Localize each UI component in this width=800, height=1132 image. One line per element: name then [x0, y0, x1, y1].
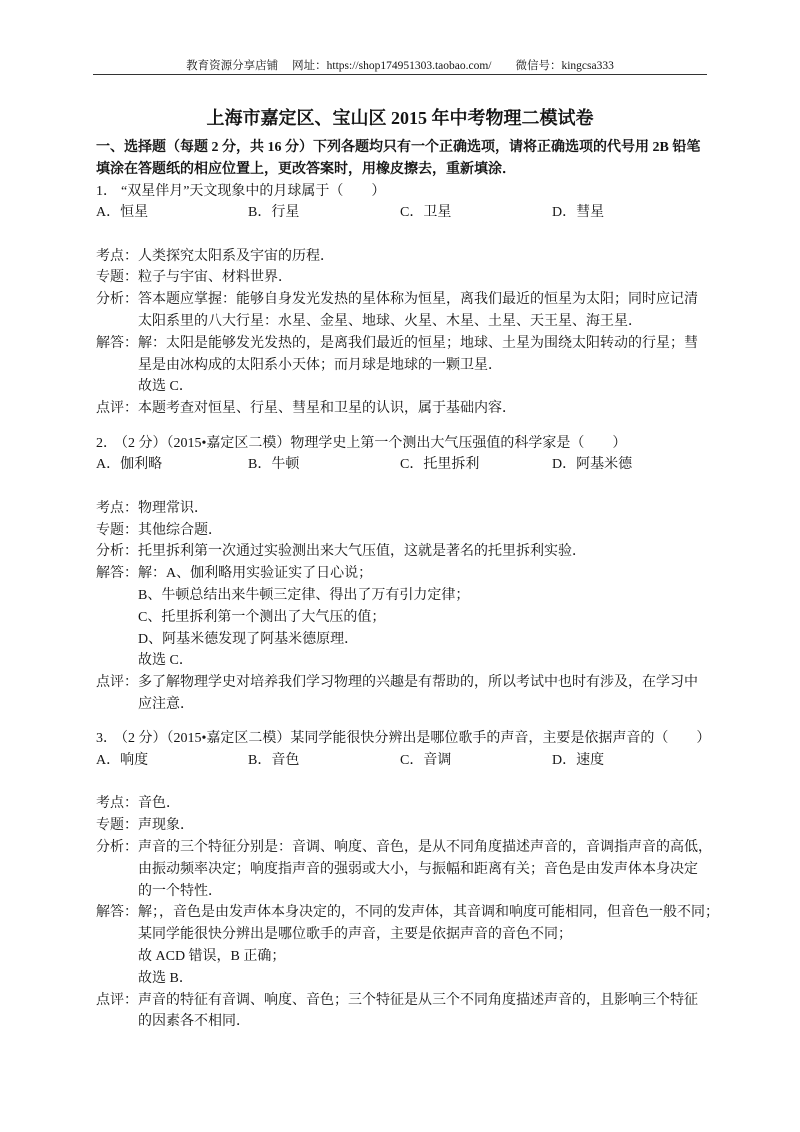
note-body [138, 267, 708, 289]
note-line: D、阿基米德发现了阿基米德原理． [138, 631, 359, 647]
note-label: 分析： [96, 840, 138, 855]
question-number: 3． [96, 731, 117, 747]
question-text: （2 分）（2015•嘉定区二模）某同学能很快分辨出是哪位歌手的声音，主要是依据声音的（ ） [121, 731, 711, 747]
option-b: B．牛顿 [248, 457, 300, 473]
question-stem [96, 181, 708, 203]
test-point-note [96, 246, 708, 268]
note-label: 专题： [96, 818, 138, 834]
shop-name: 教育资源分享店铺 [186, 60, 279, 72]
note-label: 考点： [96, 500, 138, 516]
document-body [96, 137, 719, 1033]
shop-url: 网址：https://shop174951303.taobao.com/ [292, 60, 492, 72]
note-line: 由振动频率决定；响度指声音的强弱或大小，与振幅和距离有关；音色是由发声体本身决定 [138, 861, 698, 877]
comment-note [96, 990, 708, 1034]
note-label: 解答： [96, 335, 138, 351]
comment-note [96, 398, 708, 420]
note-label: 点评： [96, 401, 138, 417]
option-d: D．速度 [552, 753, 605, 769]
wechat-id: 微信号：kingcsa333 [515, 60, 614, 72]
topic-note [96, 267, 708, 289]
note-line: 星是由冰构成的太阳系小天体；而月球是地球的一颗卫星． [138, 357, 502, 373]
options-row [96, 202, 708, 224]
note-line: 物理常识． [138, 500, 208, 516]
option-c: C．托里拆利 [400, 457, 480, 473]
answer-notes [96, 793, 719, 1033]
note-line: 本题考查对恒星、行星、彗星和卫星的认识，属于基础内容． [138, 401, 516, 417]
note-line: 解：太阳是能够发光发热的，是离我们最近的恒星；地球、土星为围绕太阳转动的行星；彗 [138, 335, 698, 351]
note-line: 故选 C． [138, 653, 193, 669]
note-line: 的因素各不相同． [138, 1014, 250, 1030]
note-label: 考点： [96, 796, 138, 812]
note-line: 声现象． [138, 818, 194, 834]
note-label: 分析： [96, 544, 138, 560]
note-body [138, 837, 712, 902]
question-2 [96, 433, 708, 716]
note-body [138, 246, 708, 268]
solution-note [96, 902, 719, 989]
note-body [138, 815, 708, 837]
note-body [138, 398, 708, 420]
note-line: 音色． [138, 796, 180, 812]
note-line: 人类探究太阳系及宇宙的历程． [138, 248, 334, 264]
note-line: 太阳系里的八大行星：水星、金星、地球、火星、木星、土星、天王星、海王星． [138, 314, 642, 330]
analysis-note [96, 289, 708, 333]
note-label: 点评： [96, 992, 138, 1008]
note-label: 考点： [96, 248, 138, 264]
note-label: 解答： [96, 566, 138, 582]
comment-note [96, 672, 708, 716]
question-number: 2． [96, 435, 117, 451]
note-body [138, 498, 708, 520]
note-body [138, 289, 708, 333]
topic-note [96, 520, 708, 542]
option-c: C．卫星 [400, 205, 452, 221]
option-a: A．响度 [96, 753, 149, 769]
option-d: D．阿基米德 [552, 457, 633, 473]
option-d: D．彗星 [552, 205, 605, 221]
note-line: 的一个特性． [138, 883, 222, 899]
question-stem [96, 728, 711, 750]
note-body [138, 563, 708, 672]
question-1 [96, 181, 708, 420]
note-line: 声音的三个特征分别是：音调、响度、音色，是从不同角度描述声音的，音调指声音的高低， [138, 840, 712, 855]
note-line: 声音的特征有音调、响度、音色；三个特征是从三个不同角度描述声音的，且影响三个特征 [138, 992, 698, 1008]
option-c: C．音调 [400, 753, 452, 769]
note-body [138, 333, 708, 398]
note-label: 分析： [96, 292, 138, 308]
answer-notes [96, 246, 708, 420]
note-body [138, 990, 708, 1034]
option-a: A．伽利略 [96, 457, 163, 473]
note-line: 多了解物理学史对培养我们学习物理的兴趣是有帮助的，所以考试中也时有涉及，在学习中 [138, 675, 698, 691]
note-line: 某同学能很快分辨出是哪位歌手的声音，主要是依据声音的音色不同； [138, 927, 572, 943]
analysis-note [96, 541, 708, 563]
test-point-note [96, 498, 708, 520]
test-point-note [96, 793, 708, 815]
note-line: 其他综合题． [138, 522, 222, 538]
solution-note [96, 333, 708, 398]
question-text: （2 分）（2015•嘉定区二模）物理学史上第一个测出大气压强值的科学家是（ ） [121, 435, 627, 451]
options-row [96, 454, 708, 476]
note-label: 专题： [96, 270, 138, 286]
topic-note [96, 815, 708, 837]
solution-note [96, 563, 708, 672]
note-line: 粒子与宇宙、材料世界． [138, 270, 292, 286]
option-a: A．恒星 [96, 205, 149, 221]
page-header [93, 58, 707, 75]
note-line: B、牛顿总结出来牛顿三定律、得出了万有引力定律； [138, 587, 470, 603]
note-line: 故选 B． [138, 970, 193, 986]
note-line: 解；，音色是由发声体本身决定的，不同的发声体，其音调和响度可能相同，但音色一般不同； [138, 905, 719, 921]
note-line: 故选 C． [138, 379, 193, 395]
options-row [96, 750, 708, 772]
note-line: C、托里拆利第一个测出了大气压的值； [138, 609, 386, 625]
note-label: 专题： [96, 522, 138, 538]
section-heading-line: 一、选择题（每题 2 分，共 16 分）下列各题均只有一个正确选项，请将正确选项的代号用 2B 铅笔 [96, 140, 701, 155]
note-line: 答本题应掌握：能够自身发光发热的星体称为恒星，离我们最近的恒星为太阳；同时应记清 [138, 292, 698, 308]
section-heading-line: 填涂在答题纸的相应位置上，更改答案时，用橡皮擦去，重新填涂． [96, 161, 516, 177]
answer-notes [96, 498, 708, 716]
option-b: B．行星 [248, 205, 300, 221]
note-label: 点评： [96, 675, 138, 691]
option-b: B．音色 [248, 753, 300, 769]
note-line: 托里拆利第一次通过实验测出来大气压值，这就是著名的托里拆利实验． [138, 544, 586, 560]
question-number: 1． [96, 183, 117, 199]
note-label: 解答： [96, 905, 138, 921]
section-heading [96, 137, 708, 181]
note-body [138, 520, 708, 542]
document-title: 上海市嘉定区、宝山区 2015 年中考物理二模试卷 [206, 108, 594, 128]
note-line: 解：A、伽利略用实验证实了日心说； [138, 566, 373, 582]
note-body [138, 541, 708, 563]
question-stem [96, 433, 708, 455]
note-line: 故 ACD 错误，B 正确； [138, 948, 286, 964]
note-body [138, 672, 708, 716]
analysis-note [96, 837, 712, 902]
question-3 [96, 728, 719, 1033]
note-body [138, 902, 719, 989]
note-body [138, 793, 708, 815]
question-text: “双星伴月”天文现象中的月球属于（ ） [121, 183, 386, 199]
note-line: 应注意． [138, 696, 194, 712]
